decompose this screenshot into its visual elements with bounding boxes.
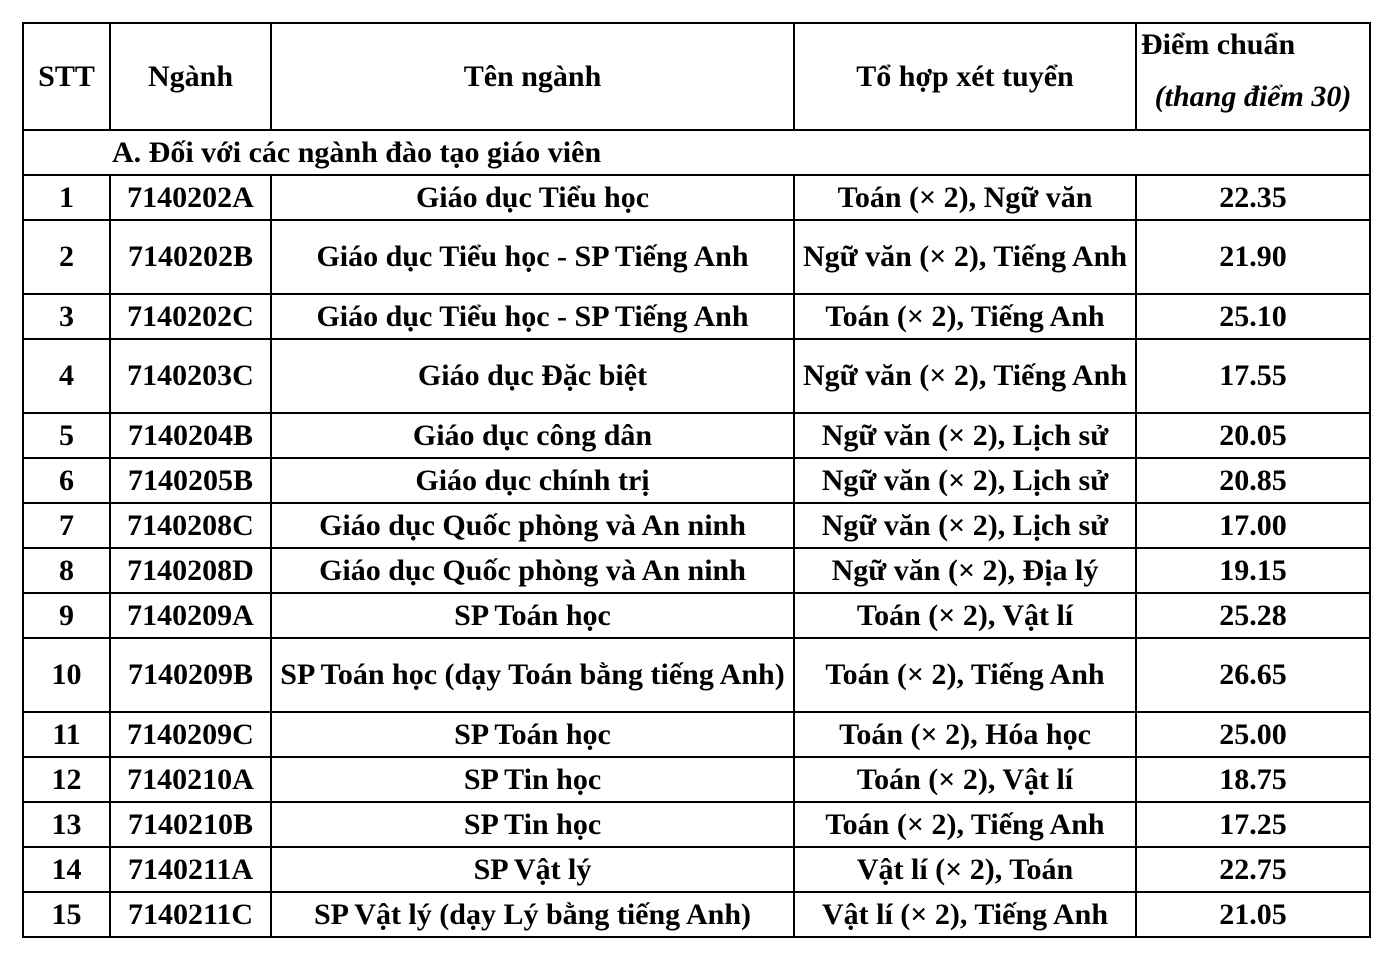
row-combination-cell: Ngữ văn (× 2), Lịch sử — [794, 458, 1136, 503]
table-body — [23, 23, 1370, 937]
row-score-cell: 25.00 — [1136, 712, 1370, 757]
row-major-name-cell: SP Vật lý — [271, 847, 794, 892]
row-combination-cell: Ngữ văn (× 2), Tiếng Anh — [794, 339, 1136, 413]
table-row — [23, 503, 1370, 548]
row-score-cell: 17.55 — [1136, 339, 1370, 413]
row-stt-cell: 15 — [23, 892, 110, 937]
table-row — [23, 757, 1370, 802]
row-major-code-cell: 7140209A — [110, 593, 271, 638]
row-major-name-cell: Giáo dục Tiểu học - SP Tiếng Anh — [271, 294, 794, 339]
row-major-name-cell: Giáo dục Quốc phòng và An ninh — [271, 503, 794, 548]
row-major-name-cell: SP Vật lý (dạy Lý bằng tiếng Anh) — [271, 892, 794, 937]
row-major-code-cell: 7140202B — [110, 220, 271, 294]
row-major-name-cell: Giáo dục Đặc biệt — [271, 339, 794, 413]
row-combination-cell: Toán (× 2), Tiếng Anh — [794, 294, 1136, 339]
table-row — [23, 892, 1370, 937]
table-row — [23, 802, 1370, 847]
header-score-title: Điểm chuẩn — [1141, 27, 1296, 61]
row-score-cell: 19.15 — [1136, 548, 1370, 593]
row-stt-cell: 7 — [23, 503, 110, 548]
row-stt-cell: 5 — [23, 413, 110, 458]
row-major-name-cell: Giáo dục Tiểu học — [271, 175, 794, 220]
row-major-name-cell: Giáo dục Tiểu học - SP Tiếng Anh — [271, 220, 794, 294]
row-major-code-cell: 7140203C — [110, 339, 271, 413]
row-score-cell: 25.28 — [1136, 593, 1370, 638]
section-a-empty-cell — [23, 130, 110, 175]
header-score — [1136, 23, 1370, 130]
row-stt-cell: 14 — [23, 847, 110, 892]
row-stt-cell: 9 — [23, 593, 110, 638]
row-major-code-cell: 7140211C — [110, 892, 271, 937]
row-combination-cell: Toán (× 2), Tiếng Anh — [794, 802, 1136, 847]
table-row — [23, 220, 1370, 294]
row-score-cell: 22.35 — [1136, 175, 1370, 220]
row-stt-cell: 13 — [23, 802, 110, 847]
row-combination-cell: Toán (× 2), Tiếng Anh — [794, 638, 1136, 712]
row-combination-cell: Toán (× 2), Vật lí — [794, 757, 1136, 802]
section-a-title: A. Đối với các ngành đào tạo giáo viên — [110, 130, 1370, 175]
table-row — [23, 548, 1370, 593]
row-stt-cell: 6 — [23, 458, 110, 503]
row-combination-cell: Vật lí (× 2), Tiếng Anh — [794, 892, 1136, 937]
row-score-cell: 20.85 — [1136, 458, 1370, 503]
table-row — [23, 175, 1370, 220]
row-combination-cell: Ngữ văn (× 2), Lịch sử — [794, 503, 1136, 548]
table-row — [23, 593, 1370, 638]
header-combination: Tổ hợp xét tuyển — [794, 23, 1136, 130]
header-score-scale: (thang điểm 30) — [1154, 79, 1352, 113]
row-stt-cell: 4 — [23, 339, 110, 413]
row-major-code-cell: 7140202A — [110, 175, 271, 220]
row-major-code-cell: 7140209C — [110, 712, 271, 757]
row-stt-cell: 1 — [23, 175, 110, 220]
table-row — [23, 339, 1370, 413]
row-combination-cell: Ngữ văn (× 2), Lịch sử — [794, 413, 1136, 458]
row-major-code-cell: 7140210B — [110, 802, 271, 847]
row-combination-cell: Toán (× 2), Hóa học — [794, 712, 1136, 757]
section-a-row — [23, 130, 1370, 175]
row-major-code-cell: 7140204B — [110, 413, 271, 458]
row-score-cell: 20.05 — [1136, 413, 1370, 458]
row-major-name-cell: Giáo dục chính trị — [271, 458, 794, 503]
row-major-code-cell: 7140202C — [110, 294, 271, 339]
row-score-cell: 21.05 — [1136, 892, 1370, 937]
header-major-name: Tên ngành — [271, 23, 794, 130]
row-major-name-cell: SP Tin học — [271, 757, 794, 802]
table-row — [23, 413, 1370, 458]
row-combination-cell: Toán (× 2), Vật lí — [794, 593, 1136, 638]
row-combination-cell: Ngữ văn (× 2), Địa lý — [794, 548, 1136, 593]
row-major-code-cell: 7140205B — [110, 458, 271, 503]
header-major-code: Ngành — [110, 23, 271, 130]
row-combination-cell: Ngữ văn (× 2), Tiếng Anh — [794, 220, 1136, 294]
row-major-code-cell: 7140210A — [110, 757, 271, 802]
row-stt-cell: 10 — [23, 638, 110, 712]
row-major-name-cell: SP Toán học — [271, 593, 794, 638]
row-stt-cell: 3 — [23, 294, 110, 339]
admission-score-table — [22, 22, 1371, 938]
table-row — [23, 458, 1370, 503]
row-score-cell: 22.75 — [1136, 847, 1370, 892]
row-major-code-cell: 7140208C — [110, 503, 271, 548]
row-stt-cell: 2 — [23, 220, 110, 294]
row-major-code-cell: 7140208D — [110, 548, 271, 593]
row-major-code-cell: 7140211A — [110, 847, 271, 892]
table-row — [23, 712, 1370, 757]
row-score-cell: 25.10 — [1136, 294, 1370, 339]
row-stt-cell: 12 — [23, 757, 110, 802]
row-major-name-cell: SP Toán học — [271, 712, 794, 757]
table-row — [23, 847, 1370, 892]
table-row — [23, 638, 1370, 712]
row-combination-cell: Toán (× 2), Ngữ văn — [794, 175, 1136, 220]
row-score-cell: 17.00 — [1136, 503, 1370, 548]
row-score-cell: 18.75 — [1136, 757, 1370, 802]
row-major-name-cell: SP Toán học (dạy Toán bằng tiếng Anh) — [271, 638, 794, 712]
header-row — [23, 23, 1370, 130]
row-stt-cell: 11 — [23, 712, 110, 757]
row-stt-cell: 8 — [23, 548, 110, 593]
row-major-name-cell: Giáo dục công dân — [271, 413, 794, 458]
row-major-code-cell: 7140209B — [110, 638, 271, 712]
table-row — [23, 294, 1370, 339]
header-stt: STT — [23, 23, 110, 130]
row-major-name-cell: SP Tin học — [271, 802, 794, 847]
row-score-cell: 26.65 — [1136, 638, 1370, 712]
row-major-name-cell: Giáo dục Quốc phòng và An ninh — [271, 548, 794, 593]
row-score-cell: 21.90 — [1136, 220, 1370, 294]
row-score-cell: 17.25 — [1136, 802, 1370, 847]
row-combination-cell: Vật lí (× 2), Toán — [794, 847, 1136, 892]
